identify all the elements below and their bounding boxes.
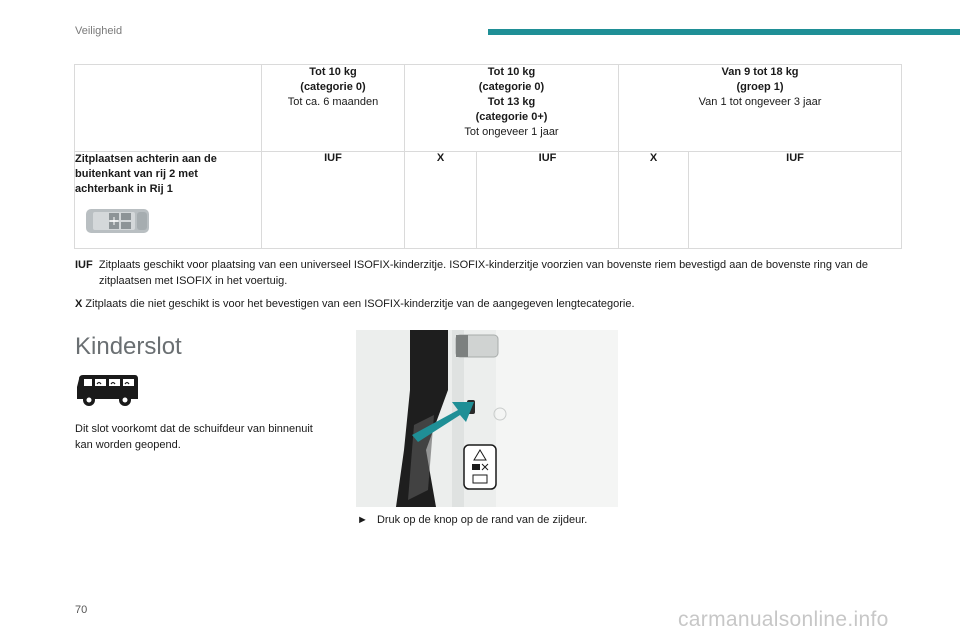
table-cell: IUF (262, 152, 405, 249)
accent-bar (488, 29, 960, 35)
header-line: (groep 1) (736, 81, 784, 93)
header-line: (categorie 0) (478, 81, 545, 93)
header-line: Tot ca. 6 maanden (287, 96, 379, 108)
section-title: Veiligheid (75, 25, 123, 37)
section-body: Dit slot voorkomt dat de schuifdeur van binnenuit kan worden geopend. (75, 423, 313, 451)
table-row (75, 152, 902, 249)
legend-key: X (75, 298, 83, 310)
door-photo (356, 330, 618, 507)
caption-text: Druk op de knop op de rand van de zijdeur. (376, 514, 588, 526)
minibus-icon (75, 373, 139, 409)
legend-x (75, 296, 635, 312)
table-cell: IUF (689, 152, 902, 249)
table-cell: X (405, 152, 477, 249)
row-label: Zitplaatsen achterin aan de buitenkant van rij 2 met achterbank in Rij 1 (75, 153, 217, 195)
legend-iuf (75, 257, 905, 289)
header-cell-cat0 (262, 65, 405, 152)
child-lock-illustration (356, 330, 618, 507)
table-cell: X (619, 152, 689, 249)
header-line: Tot 10 kg (309, 66, 357, 78)
header-line: Tot 10 kg (487, 66, 536, 78)
legend-text: Zitplaats geschikt voor plaatsing van een universeel ISOFIX-kinderzitje. ISOFIX-kinderzitje voorzien van bovenste riem bevestigd aan de bovenste ring van de (98, 259, 869, 271)
header-line: Tot 13 kg (487, 96, 536, 108)
van-seat-diagram-icon (85, 207, 151, 235)
legend-text-cont: zitplaatsen met ISOFIX in het voertuig. (99, 275, 288, 287)
page-number: 70 (75, 604, 88, 616)
header-line: Van 1 tot ongeveer 3 jaar (698, 96, 822, 108)
table-cell: IUF (477, 152, 619, 249)
header-line: (categorie 0+) (475, 111, 548, 123)
legend-key: IUF (75, 259, 93, 271)
bullet-arrow-icon: ► (357, 514, 368, 526)
header-cell-group1 (619, 65, 902, 152)
header-line: Van 9 tot 18 kg (721, 66, 799, 78)
isofix-table (74, 64, 902, 249)
row-label-cell (75, 152, 262, 249)
empty-header-cell (75, 65, 262, 152)
legend-text: Zitplaats die niet geschikt is voor het bevestigen van een ISOFIX-kinderzitje van de aangegeven lengtecategorie. (85, 298, 635, 310)
instruction-caption (357, 514, 587, 526)
watermark: carmanualsonline.info (678, 608, 889, 631)
table-header-row (75, 65, 902, 152)
header-line: Tot ongeveer 1 jaar (464, 126, 559, 138)
header-line: (categorie 0) (300, 81, 366, 93)
section-heading: Kinderslot (75, 333, 182, 360)
header-cell-cat0plus (405, 65, 619, 152)
